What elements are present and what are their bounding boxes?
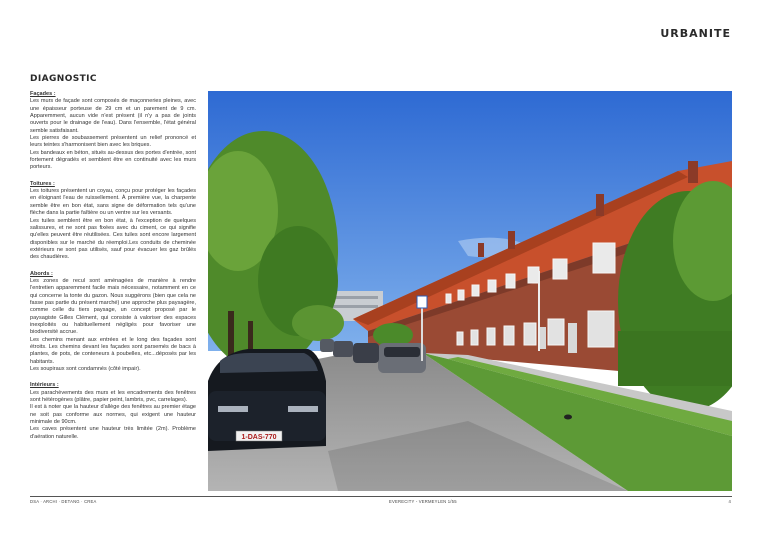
footer-center: EVERECITY - VERMEYLEN 1/55 bbox=[389, 499, 457, 504]
heading-abords: Abords : bbox=[30, 270, 53, 277]
license-plate: 1-DAS-770 bbox=[241, 434, 277, 441]
paragraph: Les pierres de soubassement présentent un relief prononcé et leurs teintes s'harmonisent bien avec les briques. bbox=[30, 135, 196, 149]
paragraph: Les parachèvements des murs et les encadrements des fenêtres sont hétérogènes (plâtre, papier peint, lambris, pvc, carrelages). bbox=[30, 389, 196, 404]
paragraph: Les soupiraux sont condamnés (côté impair). bbox=[30, 366, 141, 373]
paragraph: Les bandeaux en béton, situés au-dessus des portes d'entrée, sont fortement dégradés et semblent être en continuité avec les murs porteurs. bbox=[30, 149, 196, 171]
brand-title: URBANITE bbox=[660, 27, 731, 40]
street-photo bbox=[208, 91, 732, 491]
paragraph: Les caves présentent une hauteur très limitée (2m). Problème d'aération naturelle. bbox=[30, 426, 196, 440]
section-title: DIAGNOSTIC bbox=[30, 74, 97, 84]
footer-left: DSA · ARCHI · DETANG · CREA bbox=[30, 499, 97, 504]
heading-toitures: Toitures : bbox=[30, 180, 55, 187]
heading-interieurs: Intérieurs : bbox=[30, 382, 59, 389]
paragraph: Les murs de façade sont composés de maçonneries pleines, avec une épaisseur porteuse de 29 cm et un parement de 9 cm. Apparemment, aucun vide n'est présent (il n'y a pas de joints ouverts pour le drainage de l'eau). Dans l'ensemble, l'état général semble satisfaisant. bbox=[30, 98, 196, 134]
page-number: 4 bbox=[728, 499, 731, 504]
paragraph: Les chemins menant aux entrées et le long des façades sont étroits. Les chemins devant les façades sont parsemés de bacs à plantes, de pots, de conteneurs à poubelles, etc...déposés par les habitants. bbox=[30, 336, 196, 365]
diagnostic-text bbox=[30, 91, 196, 489]
heading-facades: Façades : bbox=[30, 91, 56, 97]
paragraph: Les tuiles semblent être en bon état, à l'exception de quelques salissures, et ne sont pas fixées avec du ciment, ce qui signifie qu'elles peuvent être réutilisées. Ces tuiles sont encore largement disponibles sur le marché du réemploi.Les conduits de cheminée extérieurs ne sont pas utilisés, sauf pour évacuer les gaz brûlés des chaudières. bbox=[30, 217, 196, 261]
paragraph: Il est à noter que la hauteur d'allège des fenêtres au premier étage ne soit pas conforme aux normes, qui exigent une hauteur minimale de 90cm. bbox=[30, 404, 196, 426]
paragraph: Les toitures présentent un coyau, conçu pour protéger les façades en éloignant l'eau de ruissellement. À première vue, la charpente semble être en bon état, sans signe de déformation tels qu'une flèche dans la partie faîtière ou un ventre sur les versants. bbox=[30, 188, 196, 217]
front-car bbox=[208, 349, 326, 451]
footer-divider bbox=[30, 496, 732, 497]
paragraph: Les zones de recul sont aménagées de manière à rendre l'entretien apparemment facile mais nécessaire, notamment en ce qui concerne la tonte du gazon. Nous suggérons (bien que cela ne fasse pas partie du présent marché) une approche plus paysagère, comme celle du tiers paysage, un concept proposé par le paysagiste Gilles Clément, qui consiste à valoriser des espaces inexploités ou habituellement négligés pour favoriser une biodiversité accrue. bbox=[30, 277, 196, 336]
